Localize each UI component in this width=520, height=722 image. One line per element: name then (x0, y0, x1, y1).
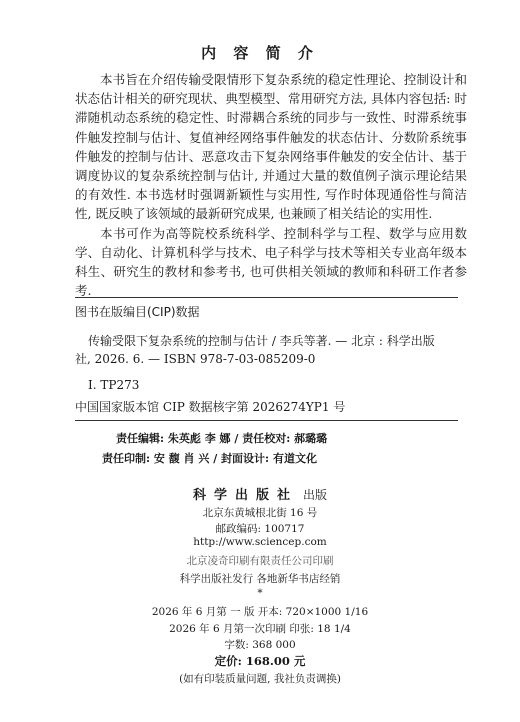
divider-bottom (75, 420, 458, 421)
cip-classification: Ⅰ. TP273 (88, 378, 140, 392)
page-title: 内 容 简 介 (201, 44, 319, 62)
introduction (75, 70, 467, 300)
credits-production: 责任印制: 安 馥 肖 兴 / 封面设计: 有道文化 (102, 452, 317, 465)
word-count: 字数: 368 000 (224, 639, 296, 651)
publisher-address: 北京东黄城根北街 16 号 (202, 507, 318, 519)
cip-number: 中国国家版本馆 CIP 数据核字第 2026274YP1 号 (75, 400, 346, 414)
publisher-website: http://www.sciencep.com (193, 536, 327, 548)
quality-note: (如有印装质量问题, 我社负责调换) (179, 673, 341, 685)
separator-star: * (257, 587, 263, 599)
cip-entry-line-2: 社, 2026. 6. — ISBN 978-7-03-085209-0 (75, 352, 316, 366)
printer-info: 北京凌奇印刷有限责任公司印刷 (186, 555, 334, 567)
cip-heading: 图书在版编目(CIP)数据 (75, 305, 200, 319)
publisher-logo: 科学出版社 (192, 488, 298, 503)
divider-top (75, 297, 458, 298)
distributor-info: 科学出版社发行 各地新华书店经销 (179, 573, 341, 585)
printing-info: 2026 年 6 月第一次印刷 印张: 18 1/4 (169, 623, 351, 635)
credits-editors: 责任编辑: 朱英彪 李 娜 / 责任校对: 郝璐璐 (116, 432, 328, 445)
publisher-suffix: 出版 (303, 488, 328, 502)
publisher-postcode: 邮政编码: 100717 (215, 523, 305, 535)
cip-entry-line-1: 传输受限下复杂系统的控制与估计 / 李兵等著. — 北京 : 科学出版 (88, 334, 435, 348)
price: 定价: 168.00 元 (214, 654, 306, 668)
edition-info: 2026 年 6 月第 一 版 开本: 720×1000 1/16 (151, 606, 369, 618)
intro-paragraph-2: 本书可作为高等院校系统科学、控制科学与工程、数学与应用数学、自动化、计算机科学与技术、电子科学与技术等相关专业高年级本科生、研究生的教材和参考书, 也可供相关领域的教师和科研工作者参考. (75, 225, 467, 299)
publisher-header (0, 484, 520, 503)
intro-paragraph-1: 本书旨在介绍传输受限情形下复杂系统的稳定性理论、控制设计和状态估计相关的研究现状、典型模型、常用研究方法, 具体内容包括: 时滞随机动态系统的稳定性、时滞耦合系统的同步与一致性、时滞系统事件触发控制与估计、复值神经网络事件触发的状态估计、分数阶系统事件触发的控制与估计、恶意攻击下复杂网络事件触发的安全估计、基于调度协议的复杂系统控制与估计, 并通过大量的数值例子演示理论结果的有效性. 本书选材时强调新颖性与实用性, 写作时体现通俗性与简洁性, 既反映了该领域的最新研究成果, 也兼顾了相关结论的实用性. (75, 72, 467, 222)
cip-entry (75, 332, 460, 368)
